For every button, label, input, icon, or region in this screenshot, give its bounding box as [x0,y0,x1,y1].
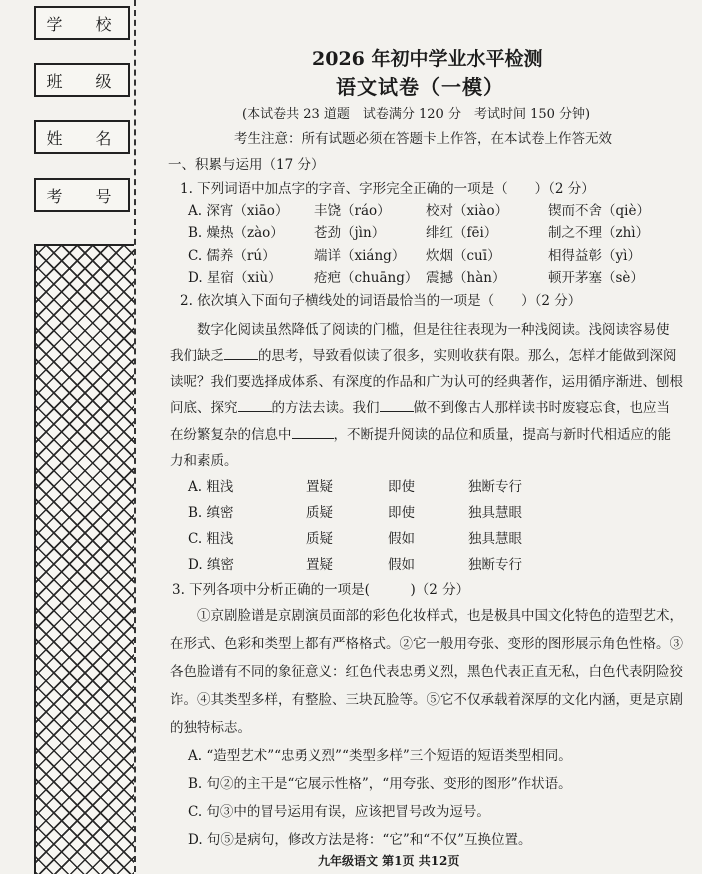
exam-subtitle: 语文试卷（一模） [336,75,504,99]
q1-option-b-3: 绯红（fēi） [426,225,498,241]
q1-option-d-4: 顿开茅塞（sè） [548,270,644,286]
passage-line: ①京剧脸谱是京剧演员面部的彩色化妆样式，也是极具中国文化特色的造型艺术， [170,608,683,624]
passage-segment: 在纷繁复杂的信息中 [170,427,292,443]
passage-segment: ，不断提升阅读的品位和质量，提高与新时代相适应的能 [333,427,671,443]
question-3-stem: 3. 下列各项中分析正确的一项是( )（2 分） [172,582,470,598]
q2-option-a-1: A. 粗浅 [188,479,234,495]
q2-option-b-4: 独具慧眼 [468,505,522,521]
passage-line: 各色脸谱有不同的象征意义：红色代表忠勇义烈，黑色代表正直无私，白色代表阴险狡 [170,664,683,680]
q2-option-b-2: 质疑 [306,505,333,521]
q1-option-a-4: 锲而不舍（qiè） [548,203,650,219]
fill-blank-1 [224,347,258,360]
passage-segment: 的方法去读。我们 [271,400,380,416]
exam-page [150,0,698,872]
q1-option-c-4: 相得益彰（yì） [548,248,641,264]
passage-segment: 做不到像古人那样读书时废寝忘食，也应当 [413,400,670,416]
exam-number-field-label: 考 号 [34,178,130,212]
fill-blank-4 [292,426,334,439]
fill-blank-3 [380,399,414,412]
binding-sidebar [0,0,138,872]
exam-notice: 考生注意：所有试题必须在答题卡上作答，在本试卷上作答无效 [234,131,612,147]
passage-line: 诈。④其类型多样，有整脸、三块瓦脸等。⑤它不仅承载着深厚的文化内涵，更是京剧 [170,692,683,708]
page-footer: 九年级语文 第1页 共12页 [318,854,460,868]
exam-info: (本试卷共 23 道题 试卷满分 120 分 考试时间 150 分钟) [242,107,591,122]
passage-line [170,396,670,416]
passage-line: 在形式、色彩和类型上都有严格格式。②它一般用夸张、变形的图形展示角色性格。③ [170,636,683,652]
q3-option-d: D. 句⑤是病句，修改方法是将：“它”和“不仅”互换位置。 [188,832,532,848]
passage-line [170,344,677,364]
q2-option-a-3: 即使 [388,479,415,495]
q3-option-b: B. 句②的主干是“它展示性格”，“用夸张、变形的图形”作状语。 [188,776,572,792]
q1-option-d-1: D. 星宿（xiù） [188,270,282,286]
q1-option-b-4: 制之不理（zhì） [548,225,650,241]
cut-line [134,0,136,872]
q2-option-d-1: D. 缜密 [188,557,234,573]
q1-option-d-2: 疮疤（chuāng） [314,270,419,286]
passage-segment: 问底、探究 [170,400,238,416]
passage-line: 的独特标志。 [170,720,251,736]
passage-line: 数字化阅读虽然降低了阅读的门槛，但是往往表现为一种浅阅读。浅阅读容易使 [170,322,670,338]
q2-option-d-4: 独断专行 [468,557,522,573]
q3-option-a: A. “造型艺术”“忠勇义烈”“类型多样”三个短语的短语类型相同。 [188,748,572,764]
q2-option-b-3: 即使 [388,505,415,521]
q2-option-d-3: 假如 [388,557,415,573]
passage-line: 读呢？我们要选择成体系、有深度的作品和广为认可的经典著作，运用循序渐进、刨根 [170,374,683,390]
q2-option-a-2: 置疑 [306,479,333,495]
q2-option-c-2: 质疑 [306,531,333,547]
section-heading: 一、积累与运用（17 分） [168,157,325,173]
hatched-seal-area [34,244,134,874]
question-2-stem: 2. 依次填入下面句子横线处的词语最恰当的一项是（ ）（2 分） [180,293,582,309]
exam-title: 2026 年初中学业水平检测 [312,48,543,70]
q2-option-d-2: 置疑 [306,557,333,573]
passage-segment: 我们缺乏 [170,348,224,364]
q1-option-c-1: C. 儒养（rú） [188,248,276,264]
q1-option-a-3: 校对（xiào） [426,203,509,219]
q2-option-a-4: 独断专行 [468,479,522,495]
q3-option-c: C. 句③中的冒号运用有误，应该把冒号改为逗号。 [188,804,490,820]
q1-option-c-3: 炊烟（cuī） [426,248,501,264]
q1-option-b-1: B. 燥热（zào） [188,225,284,241]
school-field-label: 学 校 [34,6,130,40]
passage-line [170,423,671,443]
q2-option-c-3: 假如 [388,531,415,547]
class-field-label: 班 级 [34,63,130,97]
q1-option-b-2: 苍劲（jìn） [314,225,386,241]
q2-option-c-1: C. 粗浅 [188,531,234,547]
q1-option-a-1: A. 深宵（xiāo） [188,203,289,219]
passage-line: 力和素质。 [170,453,238,469]
name-field-label: 姓 名 [34,120,130,154]
passage-segment: 的思考，导致看似读了很多，实则收获有限。那么，怎样才能做到深阅 [258,348,677,364]
q2-option-c-4: 独具慧眼 [468,531,522,547]
fill-blank-2 [238,399,272,412]
q2-option-b-1: B. 缜密 [188,505,234,521]
question-1-stem: 1. 下列词语中加点字的字音、字形完全正确的一项是（ ）（2 分） [180,181,595,197]
q1-option-c-2: 端详（xiáng） [314,248,406,264]
q1-option-d-3: 震撼（hàn） [426,270,506,286]
q1-option-a-2: 丰饶（ráo） [314,203,391,219]
